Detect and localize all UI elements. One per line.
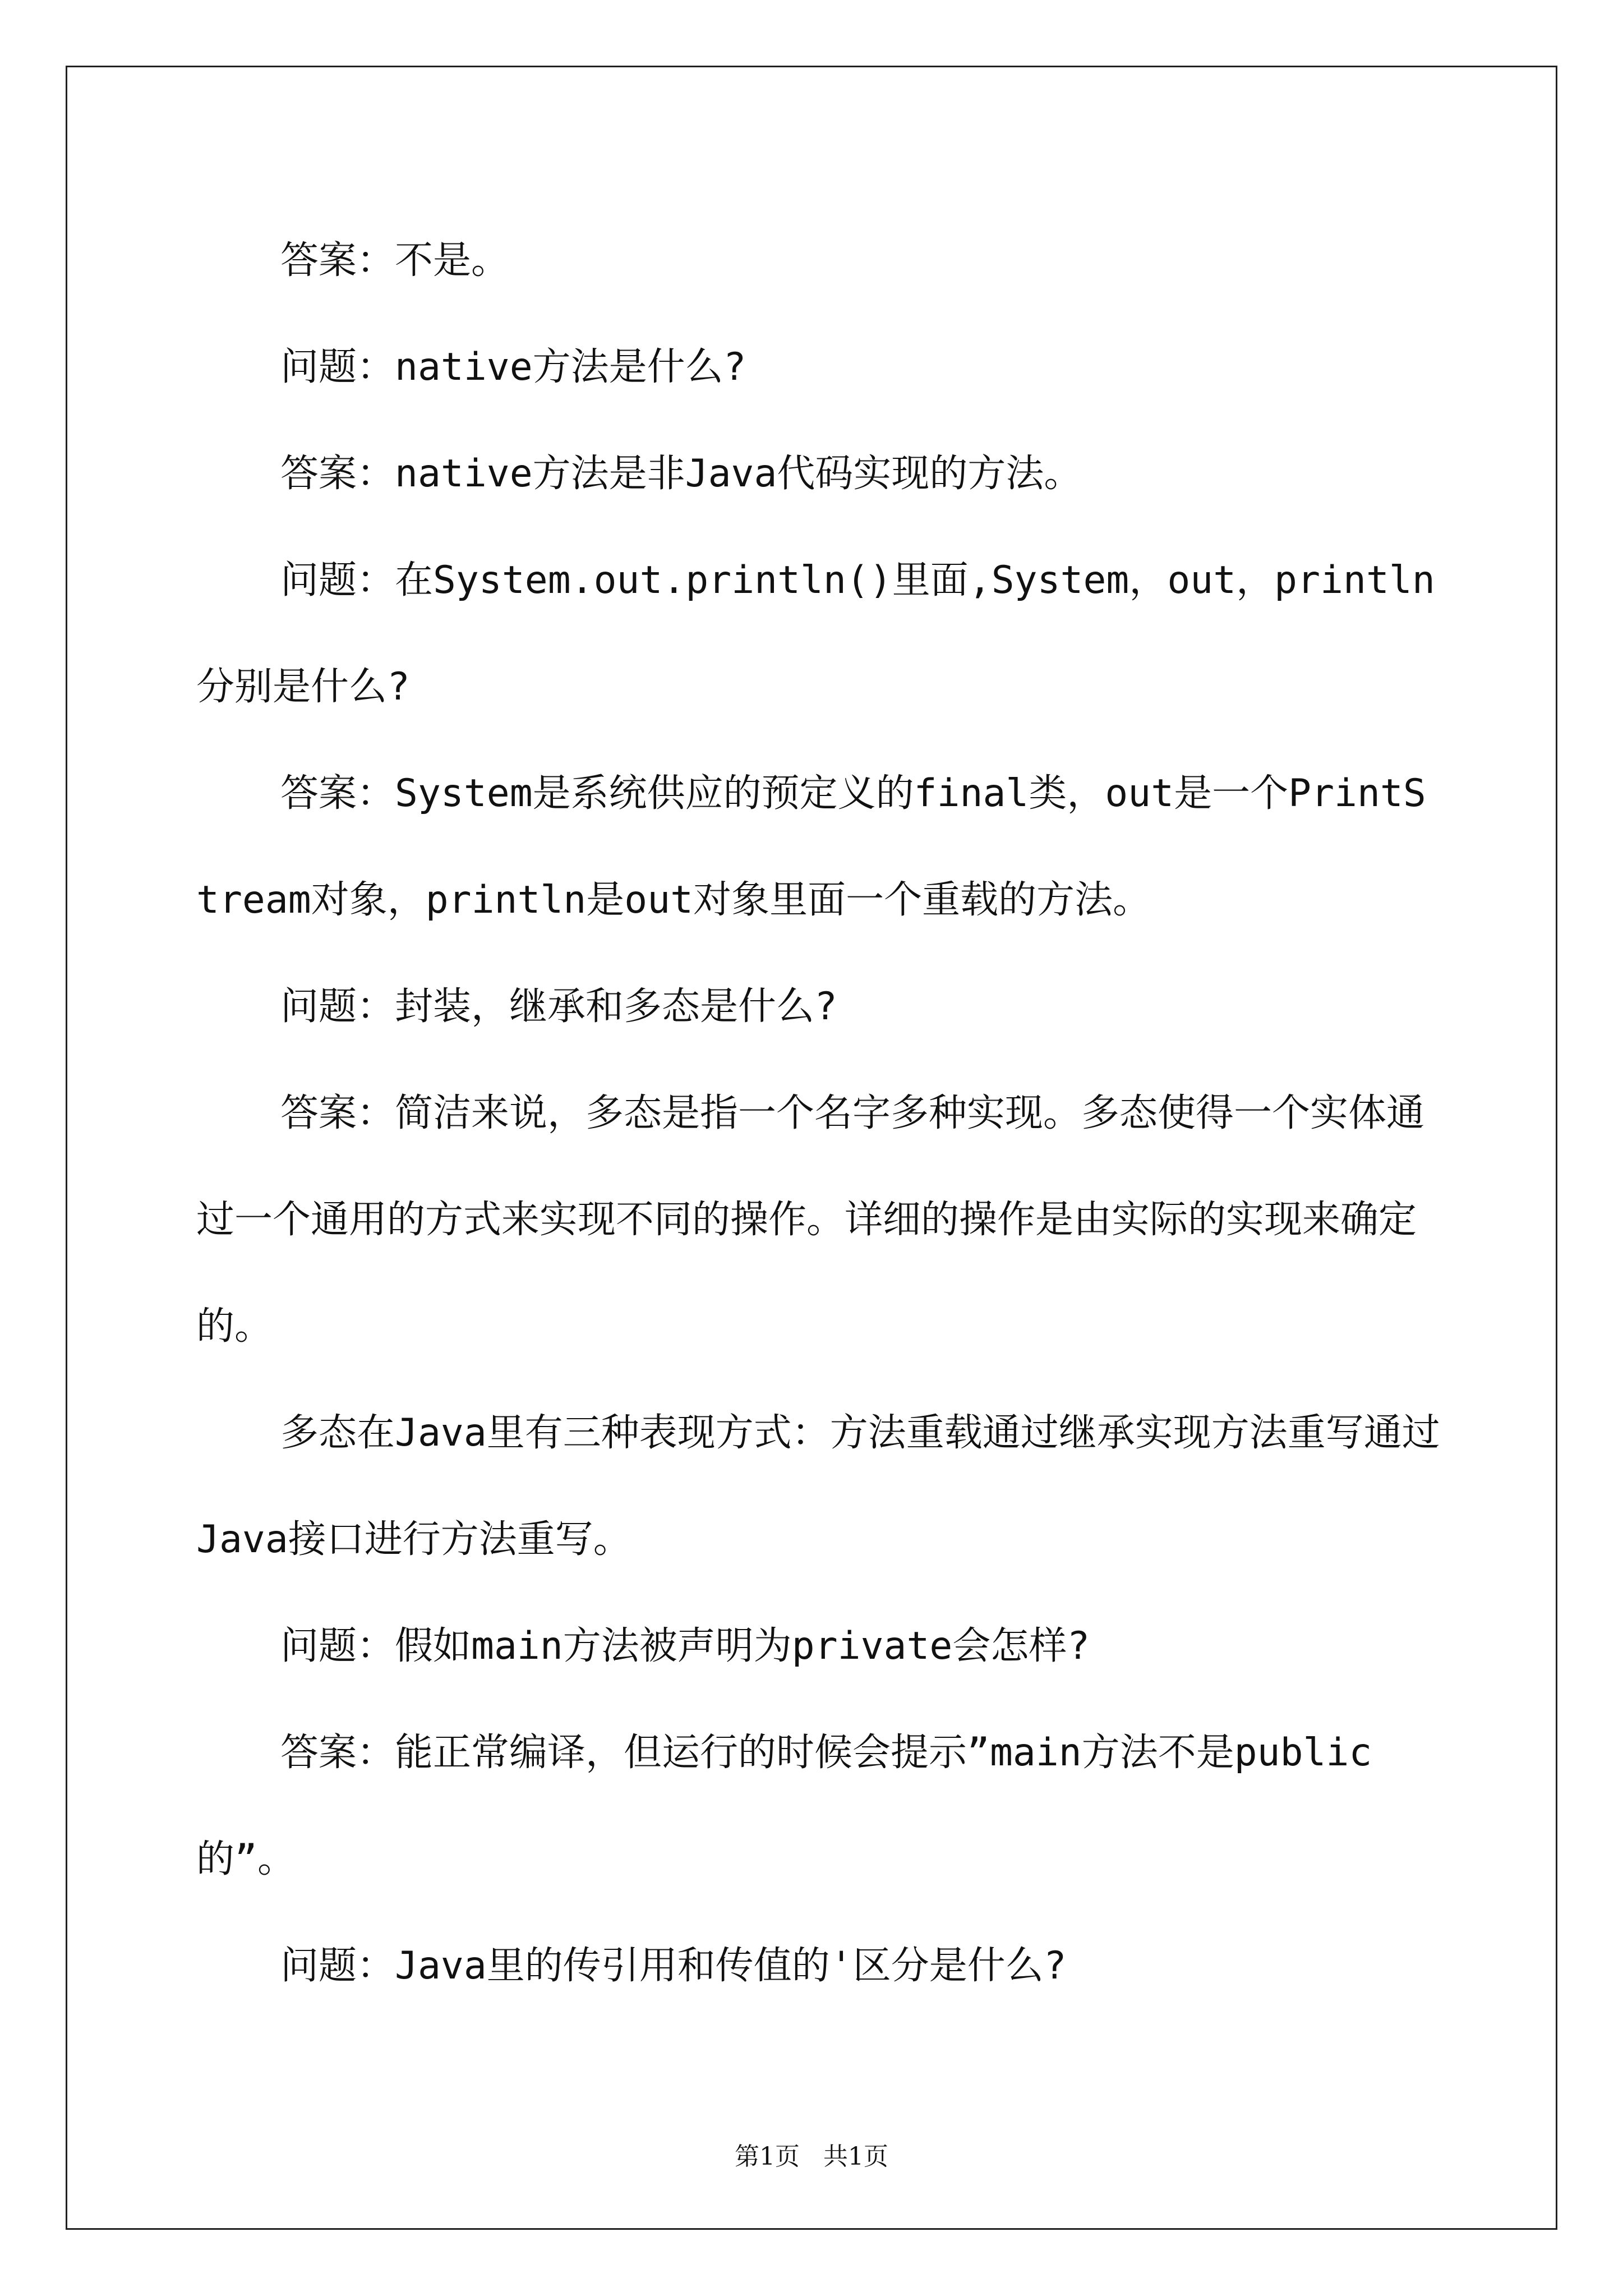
paragraph: 答案：native方法是非Java代码实现的方法。	[280, 452, 1082, 496]
page-number: 第1页	[735, 2142, 800, 2171]
document-body	[196, 208, 1441, 2019]
paragraph: 问题：假如main方法被声明为private会怎样?	[280, 1624, 1090, 1668]
paragraph: 答案：简洁来说，多态是指一个名字多种实现。多态使得一个实体通过一个通用的方式来实现不同的操作。详细的操作是由实际的实现来确定的。	[196, 1091, 1425, 1349]
page-footer	[0, 2136, 1623, 2172]
paragraph: 问题：Java里的传引用和传值的'区分是什么?	[280, 1944, 1067, 1988]
paragraph: 问题：native方法是什么?	[280, 345, 746, 389]
paragraph: 答案：不是。	[280, 238, 510, 283]
paragraph: 答案：能正常编译，但运行的时候会提示”main方法不是public的”。	[196, 1731, 1372, 1881]
paragraph: 问题：在System.out.println()里面,System，out，println分别是什么?	[196, 558, 1435, 709]
page-total: 共1页	[823, 2142, 888, 2171]
paragraph: 多态在Java里有三种表现方式：方法重载通过继承实现方法重写通过Java接口进行方法重写。	[196, 1411, 1440, 1562]
paragraph: 问题：封装，继承和多态是什么?	[280, 984, 837, 1029]
paragraph: 答案：System是系统供应的预定义的final类，out是一个PrintStream对象，println是out对象里面一个重载的方法。	[196, 771, 1426, 922]
